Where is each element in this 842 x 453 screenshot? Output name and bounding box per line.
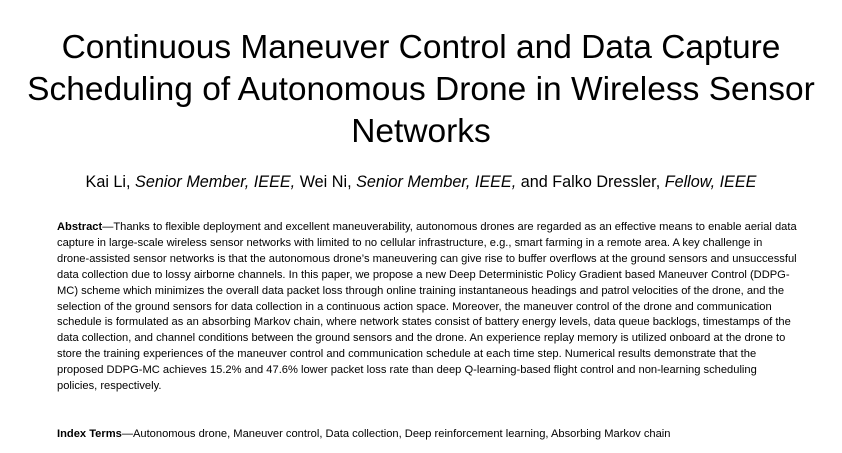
author-separator: , [655,173,665,191]
abstract-text: —Thanks to flexible deployment and excellent maneuverability, autonomous drones are regarded as an effective means to enable aerial data capture in large-scale wireless sensor networks with limited to no cellular infrastructure, e.g., smart farming in a remote area. A key challenge in drone-assisted sensor networks is that the autonomous drone’s maneuvering can give rise to buffer overflows at the ground sensors and unsuccessful data collection due to lossy airborne channels. In this paper, we propose a new Deep Deterministic Policy Gradient based Maneuver Control (DDPG-MC) scheme which minimizes the overall data packet loss through online training instantaneous headings and patrol velocities of the drone, and the selection of the ground sensors for data collection in a continuous action space. Moreover, the maneuver control of the drone and communication schedule is formulated as an absorbing Markov chain, where network states consist of battery energy levels, data queue backlogs, timestamps of the data collection, and channel conditions between the ground sensors and the drone. An experience replay memory is utilized onboard at the drone to store the training experiences of the maneuver control and communication schedule at each time step. Numerical results demonstrate that the proposed DDPG-MC achieves 15.2% and 47.6% lower packet loss rate than deep Q-learning-based flight control and non-learning scheduling policies, respectively. [57,221,797,393]
author-separator: and [516,173,553,191]
author-line [0,172,842,192]
author-affiliation: Fellow, IEEE [664,173,757,191]
index-terms-paragraph [57,427,797,443]
author-separator: , [347,173,357,191]
author-separator: , [126,173,136,191]
author-affiliation: Senior Member, IEEE, [356,173,517,191]
paper-title: Continuous Maneuver Control and Data Capture Scheduling of Autonomous Drone in Wireless Sensor Networks [27,29,815,150]
index-terms-text: —Autonomous drone, Maneuver control, Data collection, Deep reinforcement learning, Absorbing Markov chain [121,428,671,440]
abstract-label: Abstract [57,221,103,233]
author-name: Falko Dressler [552,173,656,191]
author-affiliation: Senior Member, IEEE, [135,173,296,191]
index-terms-label: Index Terms [57,428,122,440]
abstract-paragraph [57,220,797,395]
author-name: Wei Ni [299,173,348,191]
author-name: Kai Li [85,173,127,191]
